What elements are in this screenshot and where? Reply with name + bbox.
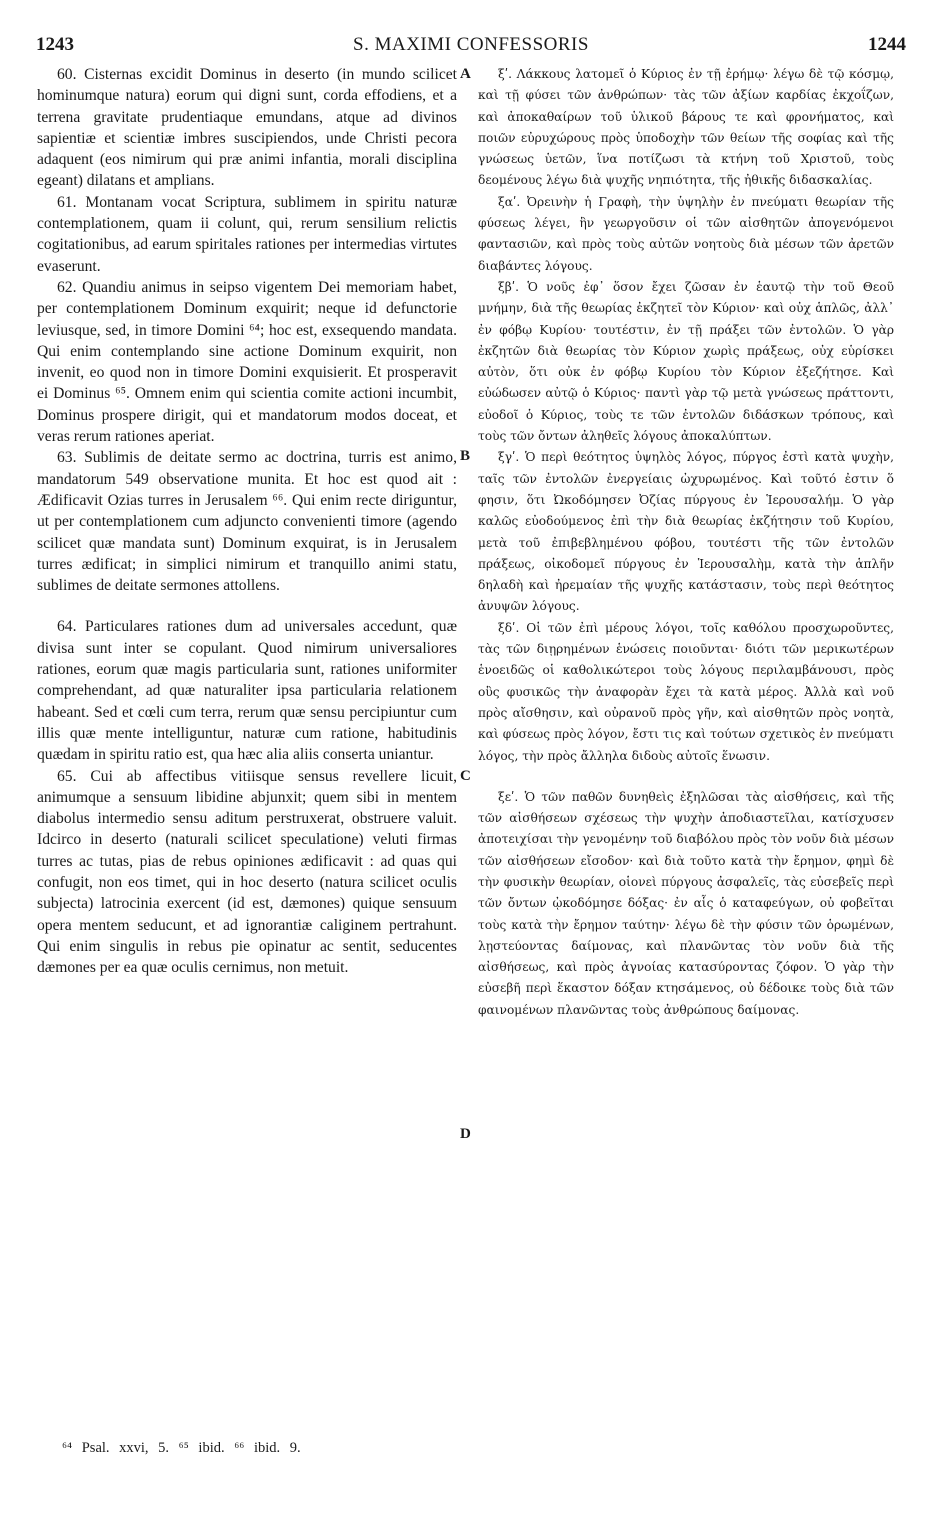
latin-column (37, 64, 457, 978)
latin-paragraph: 65. Cui ab affectibus vitiisque sensus revellere licuit, animumque a sensuum libidine abjunxit; quem sibi in mentem diabolus intermedio sensu aditum perstruxerat, obstruere valuit. Idcirco in deserto (naturali scilicet speculatione) veluti firmas turres ac tutas, pias de rebus opiniones ædificavit : ad quas qui confugit, non eos timet, qui in hoc deserto (natura scilicet oculis subjecta) latrocinia exercent (id est, dæmones) quique sensuum opera mentem seducunt, et ad ignorantiæ caliginem pertrahunt. Qui enim singulis in rebus pie opinatur ac sentit, seducentes dæmones per ea quæ oculis cernimus, non metuit. (37, 767, 457, 977)
greek-paragraph: ξαʹ. Ὀρεινὴν ἡ Γραφὴ, τὴν ὑψηλὴν ἐν πνεύματι θεωρίαν τῆς φύσεως λέγει, ἣν γεωργοῦσιν οἱ τῶν αἰσθητῶν ἀπογενόμενοι φαντασιῶν, καὶ πρὸς τοὺς αὐτῶν νοητοὺς διὰ μέσων τῶν ἀρετῶν διαβάντες λόγους. (478, 194, 894, 273)
page-header (36, 34, 906, 58)
latin-paragraph: 62. Quandiu animus in seipso vigentem Dei memoriam habet, per contemplationem Dominum exquirit; neque id defunctorie leviusque, sed, in timore Domini ⁶⁴; hoc est, exsequendo mandata. Qui enim contemplando sine actione Dominum exquirit, non invenit, eo quod non in timore Domini exquisierit. Et prosperavit ei Dominus ⁶⁵. Omnem enim qui scientia comite actioni incumbit, Dominus prospere dirigit, qui et mandatorum modos doceat, et veras rerum rationes aperiat. (37, 278, 457, 446)
page-number-right: 1244 (868, 34, 906, 55)
greek-paragraph: ξδʹ. Οἱ τῶν ἐπὶ μέρους λόγοι, τοῖς καθόλου προσχωροῦντες, τὰς τῶν διῃρημένων ἑνώσεις ποιοῦνται· διότι τῶν μερικωτέρων ἑνοειδῶς οἱ καθολικώτεροι τοὺς λόγους περιλαμβάνουσι, πρὸς οὓς φυσικῶς τὴν ἀναφορὰν ἔχει τὰ κατὰ μέρος. Ἀλλὰ καὶ νοῦ πρὸς αἴσθησιν, καὶ οὐρανοῦ πρὸς γῆν, καὶ αἰσθητῶν πρὸς νοητὰ, καὶ φύσεως πρὸς λόγον, ἔστι τις καὶ τούτων σχετικὸς ἐν πνεύματι λόγος, τὴν πρὸς ἄλληλα διδοὺς αὐτοῖς ἕνωσιν. (478, 620, 894, 763)
margin-letter-a: A (460, 66, 471, 82)
margin-letter-d: D (460, 1126, 471, 1142)
greek-column (478, 64, 894, 1021)
page-number-left: 1243 (36, 34, 74, 55)
margin-letter-c: C (460, 768, 471, 784)
greek-paragraph: ξεʹ. Ὁ τῶν παθῶν δυνηθεὶς ἐξηλῶσαι τὰς αἰσθήσεις, καὶ τῆς τῶν αἰσθήσεων σχέσεως τὴν ψυχὴν ἀποδιαστεῖλαι, κατίσχυσεν ἀποτειχίσαι τὴν γενομένην τοῦ διαβόλου πρὸς τὸν νοῦν διὰ μέσων τῶν αἰσθήσεων εἴσοδον· καὶ διὰ τοῦτο κατὰ τὴν ἔρημον, φημὶ δὲ τὴν φυσικὴν θεωρίαν, οἱονεὶ πύργους ἀσφαλεῖς, τὰς εὐσεβεῖς περὶ τῶν ὄντων ᾠκοδόμησε δόξας· ἐν αἷς ὁ καταφεύγων, οὐ φοβεῖται τοὺς κατὰ τὴν ἔρημον ταύτην· λέγω δὲ τὴν φύσιν τῶν ὁρωμένων, λῃστεύοντας δαίμονας, καὶ πλανῶντας τὸν νοῦν διὰ τῆς αἰσθήσεως, καὶ πρὸς ἀγνοίας κατασύροντας ζόφον. Ὁ γὰρ τὴν εὐσεβῆ περὶ ἕκαστον δόξαν κτησάμενος, οὐ δέδοικε τοὺς διὰ τῶν φαινομένων πλανῶντας τοὺς ἀνθρώπους δαίμονας. (478, 789, 894, 1017)
greek-paragraph: ξβʹ. Ὁ νοῦς ἐφ᾿ ὅσον ἔχει ζῶσαν ἐν ἑαυτῷ τὴν τοῦ Θεοῦ μνήμην, διὰ τῆς θεωρίας ἐκζητεῖ τὸν Κύριον· καὶ οὐχ ἁπλῶς, ἀλλ᾿ ἐν φόβῳ Κυρίου· τουτέστιν, ἐν τῇ πράξει τῶν ἐντολῶν. Ὁ γὰρ ἐκζητῶν διὰ θεωρίας τὸν Κύριον χωρὶς πράξεως, οὐχ εὑρίσκει αὐτὸν, ὅτι οὐκ ἐν φόβῳ Κυρίου τὸν Κύριον ἐξεζήτησε. Καὶ εὐώδωσεν αὐτῷ ὁ Κύριος· παντὶ γὰρ τῷ μετὰ γνώσεως πράττοντι, εὐοδοῖ ὁ Κύριος, τοὺς τε τῶν ἐντολῶν διδάσκων τρόπους, καὶ τοὺς τῶν ὄντων ἀληθεῖς λόγους ἀποκαλύπτων. (478, 279, 894, 444)
latin-paragraph: 61. Montanam vocat Scriptura, sublimem in spiritu naturæ contemplationem, quam ii colunt, qui, rerum sensilium relictis cogitationibus, ad earum spiritales rationes per intermedias virtutes evaserunt. (37, 193, 457, 275)
greek-paragraph: ξʹ. Λάκκους λατομεῖ ὁ Κύριος ἐν τῇ ἐρήμῳ· λέγω δὲ τῷ κόσμῳ, καὶ τῇ φύσει τῶν ἀνθρώπων· τὰς τῶν ἀξίων καρδίας ἐκχοΐζων, καὶ ἀποκαθαίρων τοῦ ὑλικοῦ βάρους τε καὶ φρονήματος, καὶ ποιῶν εὐρυχώρους πρὸς ὑποδοχὴν τῶν θείων τῆς σοφίας καὶ τῆς γνώσεως ὑετῶν, ἵνα ποτίζωσι τὰ κτήνη τοῦ Χριστοῦ, τοὺς δεομένους λέγω διὰ ψυχῆς νηπιότητα, τῆς ἠθικῆς διδασκαλίας. (478, 67, 894, 188)
latin-paragraph: 63. Sublimis de deitate sermo ac doctrina, turris est animo, mandatorum 549 observatione munita. Et hoc est quod ait : Ædificavit Ozias turres in Jerusalem ⁶⁶. Qui enim recte diriguntur, ut per contemplationem cum adjuncto convenienti timore (agendo scilicet quæ mandata sunt) Dominum exquirat, is in Jerusalem turres ædificat; in simplici nimirum et tranquillo animi statu, sublimes de deitate sermones attollens. (37, 449, 457, 595)
footnotes: ⁶⁴ Psal. xxvi, 5. ⁶⁵ ibid. ⁶⁶ ibid. 9. (62, 1440, 301, 1456)
running-title: S. MAXIMI CONFESSORIS (353, 34, 589, 55)
latin-paragraph: 64. Particulares rationes dum ad universales accedunt, quæ divisa sunt inter se copulant. Quod nimirum universaliores rationes, eorum quæ magis particularia sunt, rationes uniformiter comprehendant, ad quæ naturaliter ipsa particularia relationem habeant. Sed et cœli cum terra, rerum quæ sensu percipiuntur cum illis quæ mente intelliguntur, naturæ cum ratione, habitudinis quædam in spiritu ratio est, qua hæc alia aliis conserta uniantur. (37, 618, 457, 764)
margin-letter-b: B (460, 448, 471, 464)
greek-paragraph: ξγʹ. Ὁ περὶ θεότητος ὑψηλὸς λόγος, πύργος ἐστὶ κατὰ ψυχὴν, ταῖς τῶν ἐντολῶν ἐνεργείαις ὠχυρωμένος. Καὶ τοῦτό ἐστιν ὅ φησιν, ὅτι Ὠκοδόμησεν Ὀζίας πύργους ἐν Ἱερουσαλήμ. Ὁ γὰρ καλῶς εὐοδούμενος ἐπὶ τὴν διὰ θεωρίας ἐκζήτησιν τοῦ Κυρίου, μετὰ τοῦ ἐπιβεβλημένου φόβου, τουτέστι τῆς τῶν ἐντολῶν πράξεως, οἰκοδομεῖ πύργους ἐν Ἱερουσαλὴμ, κατὰ τὴν ἁπλῆν δηλαδὴ καὶ ἠρεμαίαν τῆς ψυχῆς κατάστασιν, τοὺς περὶ θεότητος ἀνυψῶν λόγους. (478, 450, 894, 614)
latin-paragraph: 60. Cisternas excidit Dominus in deserto (in mundo scilicet hominumque natura) eorum qui digni sunt, corda effodiens, et a terrena gravitate prudentiaque emundans, atque ad divinos sapientiæ et scientiæ imbres suscipiendos, unde Christi pecora adaquent (eos nimirum qui præ animi infantia, morali disciplina egeant) dilatans et amplians. (37, 66, 457, 190)
